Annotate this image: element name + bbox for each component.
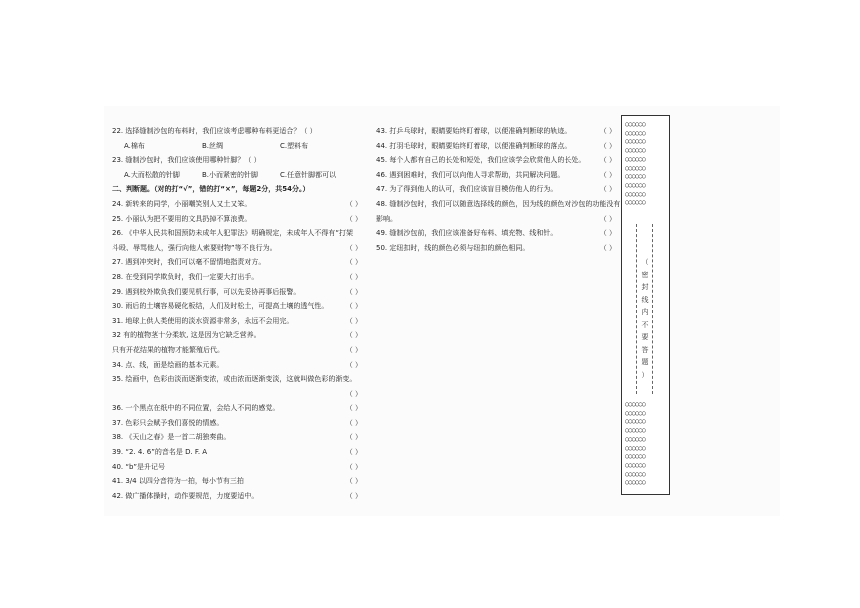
circle-row: ○○○○○○ xyxy=(625,460,646,469)
circle-row: ○○○○○○ xyxy=(625,163,646,172)
question-text: 31. 地球上供人类使用的淡水资源非常多，永远不会用完。 xyxy=(112,316,294,325)
question-text: 43. 打乒乓球时，眼睛要始终盯着球，以便准确判断球的轨迹。 xyxy=(376,127,572,135)
question-text: 影响。 xyxy=(376,214,397,223)
answer-blank[interactable]: （ ） xyxy=(345,448,362,457)
answer-options xyxy=(112,168,362,183)
question-text: 40. “b”是升记号 xyxy=(112,462,166,471)
question-line xyxy=(112,474,362,489)
question-line xyxy=(112,226,362,241)
question-text: 41. 3/4 以四分音符为一拍，每小节有三拍 xyxy=(112,477,244,486)
answer-blank[interactable]: （ ） xyxy=(599,214,616,223)
question-text: 49. 缝制沙包前，我们应该准备好布料、填充物、线和针。 xyxy=(376,229,558,238)
circle-row: ○○○○○○ xyxy=(625,400,646,408)
answer-option: B.小而紧密的针脚 xyxy=(202,170,259,179)
question-line xyxy=(112,197,362,212)
seal-char: 密 xyxy=(641,270,649,279)
question-line xyxy=(112,314,362,329)
question-text: 29. 遇到校外欺负我们要见机行事，可以先妥协再事后报警。 xyxy=(112,287,301,296)
circle-row: ○○○○○○ xyxy=(625,137,646,146)
question-text: 50. 定纽扣时，线的颜色必须与纽扣的颜色相同。 xyxy=(376,243,530,252)
answer-blank[interactable]: （ ） xyxy=(345,345,362,354)
options-row xyxy=(112,139,362,154)
answer-options xyxy=(112,139,362,154)
answer-blank[interactable]: （ ） xyxy=(599,156,616,165)
question-text: 47. 为了得到他人的认可，我们应该盲目模仿他人的行为。 xyxy=(376,185,558,194)
answer-blank[interactable]: （ ） xyxy=(345,404,362,413)
question-line xyxy=(112,343,362,358)
seal-dashed-line-right xyxy=(652,224,653,394)
question-text: 36. 一个黑点在纸中的不同位置，会给人不同的感觉。 xyxy=(112,404,280,413)
answer-blank[interactable]: （ ） xyxy=(599,141,616,150)
question-text: 24. 新转来的同学，小丽嘲笑别人又土又笨。 xyxy=(112,199,252,208)
question-line xyxy=(376,197,621,212)
question-text: 30. 雨后的土壤容易硬化板结，人们及时松土，可提高土壤的透气性。 xyxy=(112,302,329,311)
question-text: 35. 绘画中，色彩由淡而逐渐变浓，或由浓而逐渐变淡，这就叫做色彩的渐变。 xyxy=(112,375,357,384)
circle-row: ○○○○○○ xyxy=(625,426,646,435)
circle-row: ○○○○○○ xyxy=(625,408,646,417)
seal-char: 线 xyxy=(641,295,649,304)
question-line xyxy=(112,285,362,300)
seal-char: 要 xyxy=(641,333,649,341)
answer-blank[interactable]: （ ） xyxy=(345,199,362,208)
question-text: 斗殴、辱骂他人，强行向他人索要财物”等不良行为。 xyxy=(112,243,277,252)
answer-blank[interactable]: （ ） xyxy=(599,185,616,194)
question-line xyxy=(376,139,616,154)
answer-blank[interactable]: （ ） xyxy=(345,477,362,486)
answer-option: B.丝绸 xyxy=(202,141,224,150)
question-text: 34. 点、线，面是绘画的基本元素。 xyxy=(112,360,224,369)
answer-blank[interactable]: （ ） xyxy=(599,127,616,135)
question-line xyxy=(112,255,362,270)
question-line xyxy=(376,182,616,197)
seal-dashed-line-left xyxy=(636,224,637,394)
question-line xyxy=(112,372,362,387)
left-column xyxy=(112,124,362,503)
seal-char: 不 xyxy=(641,320,649,329)
question-text: 42. 做广播体操时，动作要规范，力度要适中。 xyxy=(112,491,259,500)
question-line xyxy=(112,416,362,431)
question-text: 38. 《天山之春》是一首二胡独奏曲。 xyxy=(112,433,231,442)
answer-blank[interactable]: （ ） xyxy=(345,418,362,427)
question-line xyxy=(112,153,362,168)
question-line xyxy=(112,358,362,373)
question-text: 48. 缝制沙包时，我们可以随意选择线的颜色，因为线的颜色对沙包的功能没有 xyxy=(376,199,621,208)
answer-option: C.塑料布 xyxy=(280,141,309,150)
question-line xyxy=(376,241,616,256)
answer-blank[interactable]: （ ） xyxy=(599,170,616,179)
question-text: 39. “2. 4. 6”的音名是 D. F. A xyxy=(112,448,208,457)
question-text: 25. 小丽认为把不要用的文具扔掉不算浪费。 xyxy=(112,214,252,223)
answer-option: A.大而松散的针脚 xyxy=(124,170,180,179)
question-text: 46. 遇到困难时，我们可以向他人寻求帮助，共同解决问题。 xyxy=(376,170,565,179)
circle-row: ○○○○○○ xyxy=(625,417,646,426)
question-line xyxy=(376,212,616,227)
circle-row: ○○○○○○ xyxy=(625,180,646,189)
circle-row: ○○○○○○ xyxy=(625,120,646,128)
question-line xyxy=(112,445,362,460)
question-line xyxy=(376,124,616,139)
seal-char: 答 xyxy=(641,345,649,354)
seal-char: （ xyxy=(641,258,649,266)
circle-row: ○○○○○○ xyxy=(625,172,646,181)
circle-row: ○○○○○○ xyxy=(625,469,646,478)
question-text: 44. 打羽毛球时，眼睛要始终盯着球，以便准确判断球的落点。 xyxy=(376,141,572,150)
question-text: 32 有的植物茎十分柔软, 这是因为它缺乏营养。 xyxy=(112,331,261,340)
seal-char: 封 xyxy=(641,283,649,291)
answer-blank[interactable]: （ ） xyxy=(345,389,362,398)
answer-blank[interactable]: （ ） xyxy=(599,243,616,252)
seal-char: 内 xyxy=(641,308,649,316)
question-text: 28. 在受到同学欺负时，我们一定要大打出手。 xyxy=(112,272,259,281)
question-line xyxy=(112,387,362,402)
circle-row: ○○○○○○ xyxy=(625,434,646,443)
question-line xyxy=(112,270,362,285)
answer-blank[interactable]: （ ） xyxy=(345,258,362,267)
question-line xyxy=(112,124,362,139)
circle-row: ○○○○○○ xyxy=(625,128,646,137)
question-line xyxy=(112,460,362,475)
answer-option: A.棉布 xyxy=(124,141,145,150)
question-line xyxy=(112,299,362,314)
question-line xyxy=(112,430,362,445)
question-text: 37. 色彩只会赋予我们喜悦的情感。 xyxy=(112,418,224,427)
question-line xyxy=(376,153,616,168)
answer-blank[interactable]: （ ） xyxy=(345,491,362,500)
question-line xyxy=(112,328,362,343)
options-row xyxy=(112,168,362,183)
seal-notice xyxy=(639,256,651,381)
circle-row: ○○○○○○ xyxy=(625,443,646,452)
answer-blank[interactable]: （ ） xyxy=(345,243,362,252)
seal-char: 题 xyxy=(641,358,649,366)
circle-block-bottom xyxy=(625,400,645,487)
seal-char: ） xyxy=(641,370,649,379)
answer-blank[interactable]: （ ） xyxy=(345,462,362,471)
answer-blank[interactable]: （ ） xyxy=(345,302,362,311)
answer-blank[interactable]: （ ） xyxy=(599,229,616,238)
circle-row: ○○○○○○ xyxy=(625,198,646,207)
question-text: 二、判断题。（对的打“√”，错的打“×”，每题2分，共54分。） xyxy=(112,185,310,194)
answer-blank[interactable]: （ ） xyxy=(345,360,362,369)
answer-blank[interactable]: （ ） xyxy=(345,214,362,223)
answer-blank[interactable]: （ ） xyxy=(345,331,362,340)
section-heading xyxy=(112,182,362,197)
circle-row: ○○○○○○ xyxy=(625,146,646,155)
circle-row: ○○○○○○ xyxy=(625,189,646,198)
question-line xyxy=(376,226,616,241)
question-text: 27. 遇到冲突时，我们可以毫不留情地指责对方。 xyxy=(112,258,266,267)
question-text: 22. 选择缝制沙包的布料时，我们应该考虑哪种布料更适合？（ ） xyxy=(112,127,317,135)
question-text: 23. 缝制沙包时，我们应该使用哪种针脚？（ ） xyxy=(112,156,261,165)
circle-row: ○○○○○○ xyxy=(625,478,646,487)
circle-row: ○○○○○○ xyxy=(625,154,646,163)
answer-blank[interactable]: （ ） xyxy=(345,287,362,296)
question-line xyxy=(376,168,616,183)
question-line xyxy=(112,212,362,227)
answer-option: C.任意针脚都可以 xyxy=(280,170,337,179)
question-text: 只有开花结果的植物才能繁殖后代。 xyxy=(112,345,224,354)
answer-blank[interactable]: （ ） xyxy=(345,272,362,281)
answer-blank[interactable]: （ ） xyxy=(345,316,362,325)
answer-blank[interactable]: （ ） xyxy=(345,433,362,442)
question-line xyxy=(112,241,362,256)
question-line xyxy=(112,489,362,504)
circle-block-top xyxy=(625,120,645,207)
question-text: 26. 《中华人民共和国预防未成年人犯罪法》明确规定，未成年人不得有“打架 xyxy=(112,229,353,238)
binding-strip xyxy=(621,115,670,495)
circle-row: ○○○○○○ xyxy=(625,452,646,461)
question-text: 45. 每个人都有自己的长处和短处，我们应该学会欣赏他人的长处。 xyxy=(376,156,586,165)
question-line xyxy=(112,401,362,416)
right-column xyxy=(376,124,621,255)
